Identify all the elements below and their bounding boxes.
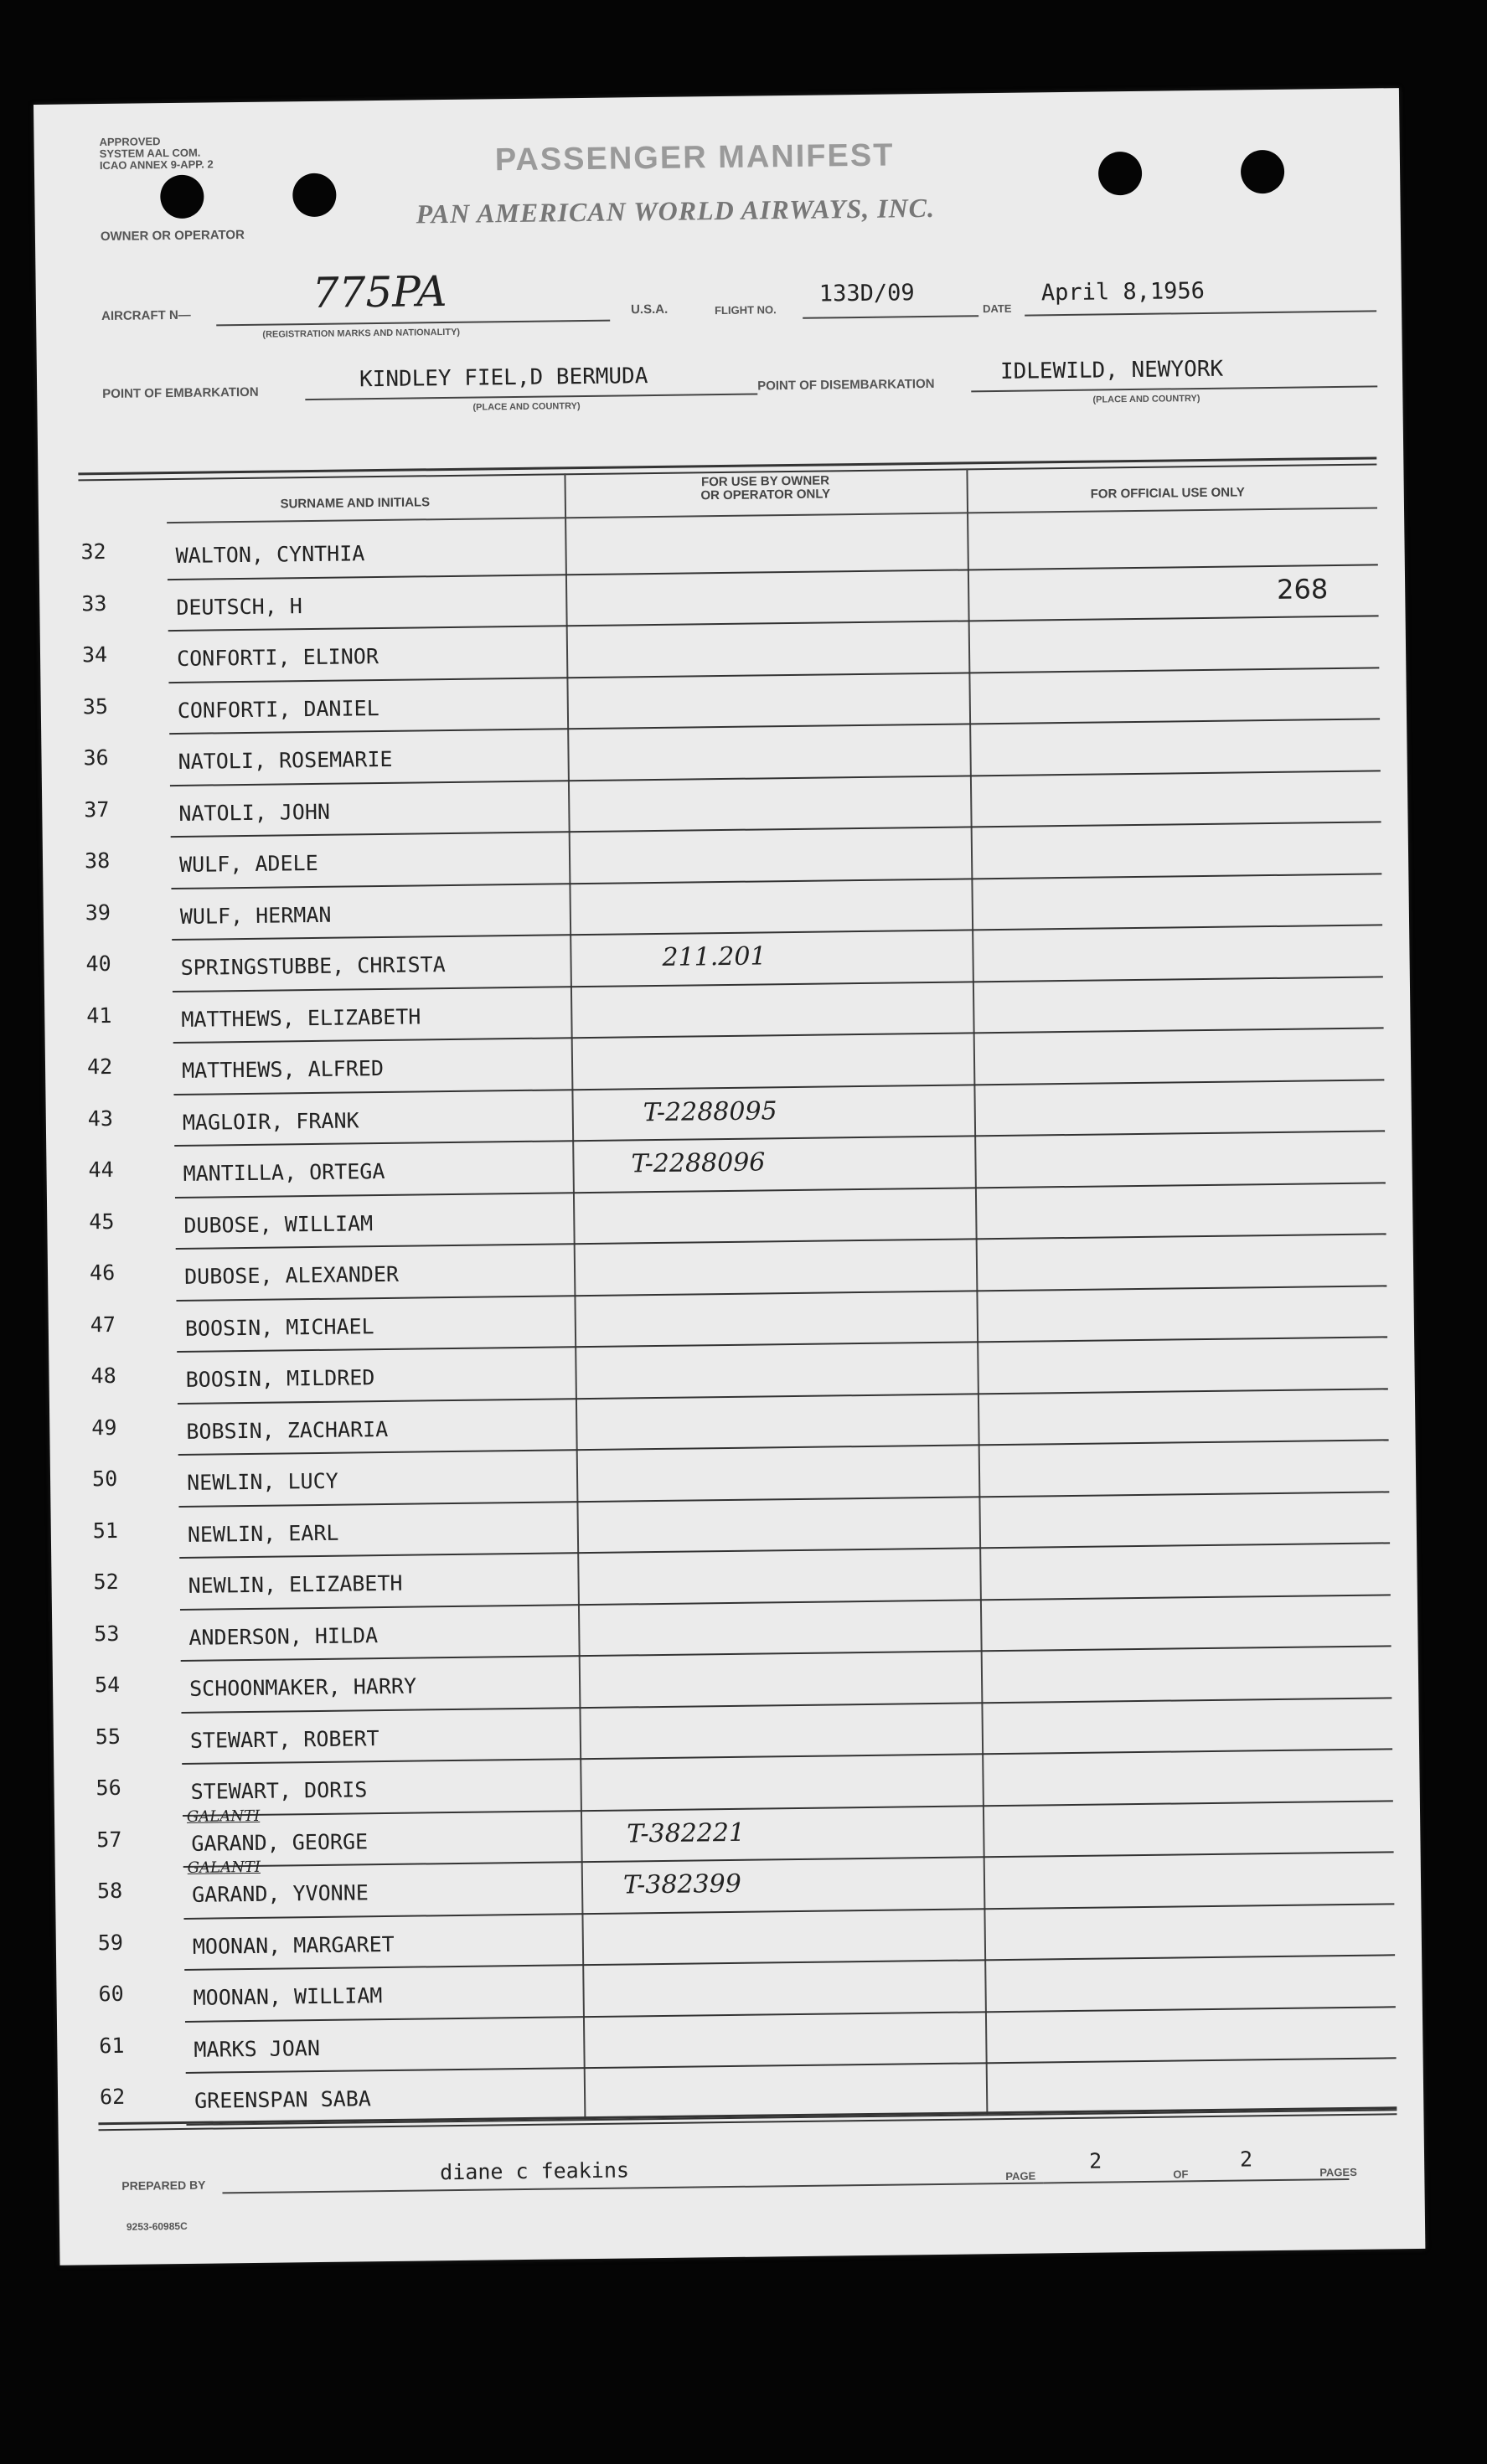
passenger-name: NATOLI, JOHN — [178, 799, 331, 826]
passenger-name: NEWLIN, EARL — [187, 1520, 339, 1547]
row-number: 43 — [87, 1106, 114, 1131]
row-number: 36 — [83, 745, 109, 771]
flight-value: 133D/09 — [818, 280, 915, 307]
row-number: 59 — [97, 1930, 124, 1955]
passenger-name: MOONAN, MARGARET — [192, 1931, 395, 1959]
passenger-name: GARAND, YVONNE — [191, 1880, 369, 1907]
passenger-name: BOBSIN, ZACHARIA — [186, 1416, 389, 1444]
manifest-sheet — [34, 88, 1425, 2266]
owner-note: T-2288095 — [643, 1095, 777, 1127]
approval-line-3: ICAO ANNEX 9-APP. 2 — [99, 157, 214, 173]
row-number: 48 — [90, 1363, 116, 1389]
passenger-name: WULF, ADELE — [178, 850, 318, 877]
prepared-underline — [222, 2182, 1043, 2193]
passenger-name: DUBOSE, ALEXANDER — [183, 1261, 400, 1289]
owner-note: T-382399 — [622, 1869, 742, 1900]
passenger-name: MARKS JOAN — [194, 2035, 321, 2062]
embarkation-sub: (PLACE AND COUNTRY) — [472, 401, 581, 413]
passenger-name: CONFORTI, DANIEL — [177, 695, 379, 723]
row-number: 55 — [95, 1724, 121, 1749]
form-number: 9253-60985C — [126, 2219, 188, 2233]
column-header-owner-1: FOR USE BY OWNER — [700, 473, 830, 490]
approval-line-2: SYSTEM AAL COM. — [99, 146, 201, 161]
passenger-name: MATTHEWS, ALFRED — [181, 1055, 385, 1083]
passenger-name: SPRINGSTUBBE, CHRISTA — [180, 952, 446, 980]
date-label: DATE — [982, 302, 1012, 316]
column-header-official: FOR OFFICIAL USE ONLY — [1090, 485, 1245, 502]
owner-note: T-382221 — [627, 1817, 746, 1848]
disembarkation-underline — [971, 385, 1377, 392]
row-number: 35 — [82, 693, 109, 719]
flight-label: FLIGHT NO. — [714, 303, 777, 317]
form-title: PASSENGER MANIFEST — [494, 137, 895, 178]
handwritten-correction: GALANTI — [186, 1807, 261, 1826]
column-header-owner-2: OR OPERATOR ONLY — [700, 487, 831, 503]
prepared-value: diane c feakins — [440, 2157, 630, 2185]
page-value: 2 — [1088, 2148, 1102, 2173]
punch-hole — [1098, 152, 1143, 196]
passenger-name: NEWLIN, LUCY — [186, 1468, 338, 1495]
row-number: 37 — [84, 796, 110, 822]
date-value: April 8,1956 — [1040, 277, 1206, 307]
approval-line-1: APPROVED — [99, 135, 161, 149]
column-header-surname: SURNAME AND INITIALS — [280, 495, 431, 512]
aircraft-value: 775PA — [312, 266, 447, 317]
owner-note: T-2288096 — [631, 1147, 766, 1179]
row-number: 58 — [96, 1878, 123, 1904]
passenger-name: SCHOONMAKER, HARRY — [188, 1673, 417, 1701]
row-number: 42 — [86, 1054, 113, 1080]
row-number: 50 — [91, 1466, 118, 1492]
passenger-name: NATOLI, ROSEMARIE — [178, 746, 393, 774]
aircraft-underline — [216, 320, 610, 327]
row-number: 44 — [88, 1157, 114, 1183]
passenger-name: GARAND, GEORGE — [191, 1828, 369, 1856]
pages-label: PAGES — [1319, 2165, 1357, 2179]
passenger-name: BOOSIN, MILDRED — [185, 1365, 375, 1392]
manifest-table — [78, 456, 1376, 2113]
aircraft-sub: (REGISTRATION MARKS AND NATIONALITY) — [262, 327, 461, 340]
passenger-name: WULF, HERMAN — [179, 902, 332, 929]
row-number: 33 — [81, 590, 107, 616]
passenger-name: CONFORTI, ELINOR — [176, 644, 379, 671]
aircraft-label: AIRCRAFT N— — [101, 307, 191, 324]
date-underline — [1025, 310, 1376, 316]
row-number: 54 — [94, 1672, 121, 1698]
page-label: PAGE — [1005, 2169, 1036, 2183]
passenger-name: DEUTSCH, H — [176, 593, 303, 620]
row-number: 56 — [96, 1775, 121, 1801]
row-number: 45 — [89, 1209, 115, 1234]
embarkation-label: POINT OF EMBARKATION — [102, 384, 259, 402]
embarkation-underline — [305, 393, 757, 400]
row-number: 49 — [91, 1415, 117, 1440]
prepared-label: PREPARED BY — [121, 2178, 206, 2193]
owner-label: OWNER OR OPERATOR — [100, 227, 245, 245]
punch-hole — [160, 175, 204, 219]
row-number: 52 — [93, 1569, 119, 1595]
passenger-name: WALTON, CYNTHIA — [175, 541, 365, 568]
passenger-name: NEWLIN, ELIZABETH — [188, 1570, 403, 1598]
passenger-name: MOONAN, WILLIAM — [193, 1983, 383, 2010]
usa-label: U.S.A. — [630, 302, 669, 317]
disembarkation-value: IDLEWILD, NEWYORK — [999, 356, 1224, 384]
passenger-name: MATTHEWS, ELIZABETH — [181, 1003, 421, 1032]
passenger-name: BOOSIN, MICHAEL — [184, 1313, 374, 1341]
passenger-name: ANDERSON, HILDA — [188, 1622, 379, 1650]
row-number: 61 — [99, 2033, 125, 2058]
passenger-name: STEWART, DORIS — [190, 1777, 368, 1804]
row-number: 40 — [85, 951, 111, 977]
passenger-name: GREENSPAN SABA — [194, 2086, 372, 2113]
of-label: OF — [1173, 2168, 1189, 2181]
row-number: 62 — [99, 2084, 126, 2110]
row-number: 57 — [96, 1827, 122, 1852]
punch-hole — [1241, 150, 1285, 194]
flight-underline — [803, 315, 978, 319]
page-underline — [1043, 2178, 1349, 2183]
disembarkation-sub: (PLACE AND COUNTRY) — [1092, 394, 1200, 405]
row-number: 32 — [80, 539, 106, 564]
row-number: 47 — [90, 1312, 116, 1337]
row-number: 34 — [81, 642, 108, 668]
passenger-name: STEWART, ROBERT — [189, 1725, 379, 1753]
row-number: 60 — [98, 1981, 124, 2007]
punch-hole — [292, 173, 337, 218]
row-number: 51 — [92, 1518, 119, 1543]
row-number: 46 — [89, 1260, 116, 1286]
passenger-name: MANTILLA, ORTEGA — [183, 1158, 385, 1186]
disembarkation-label: POINT OF DISEMBARKATION — [757, 376, 935, 394]
official-note: 268 — [1276, 572, 1329, 606]
owner-note: 211.201 — [662, 941, 767, 972]
passenger-name: MAGLOIR, FRANK — [182, 1107, 359, 1135]
row-number: 41 — [86, 1003, 112, 1028]
row-number: 38 — [84, 848, 111, 874]
row-number: 39 — [85, 900, 111, 925]
embarkation-value: KINDLEY FIEL,D BERMUDA — [359, 363, 648, 393]
row-number: 53 — [94, 1621, 120, 1646]
of-value: 2 — [1239, 2147, 1253, 2172]
passenger-name: DUBOSE, WILLIAM — [183, 1210, 374, 1238]
company-name: PAN AMERICAN WORLD AIRWAYS, INC. — [416, 192, 936, 229]
handwritten-correction: GALANTI — [187, 1858, 261, 1877]
